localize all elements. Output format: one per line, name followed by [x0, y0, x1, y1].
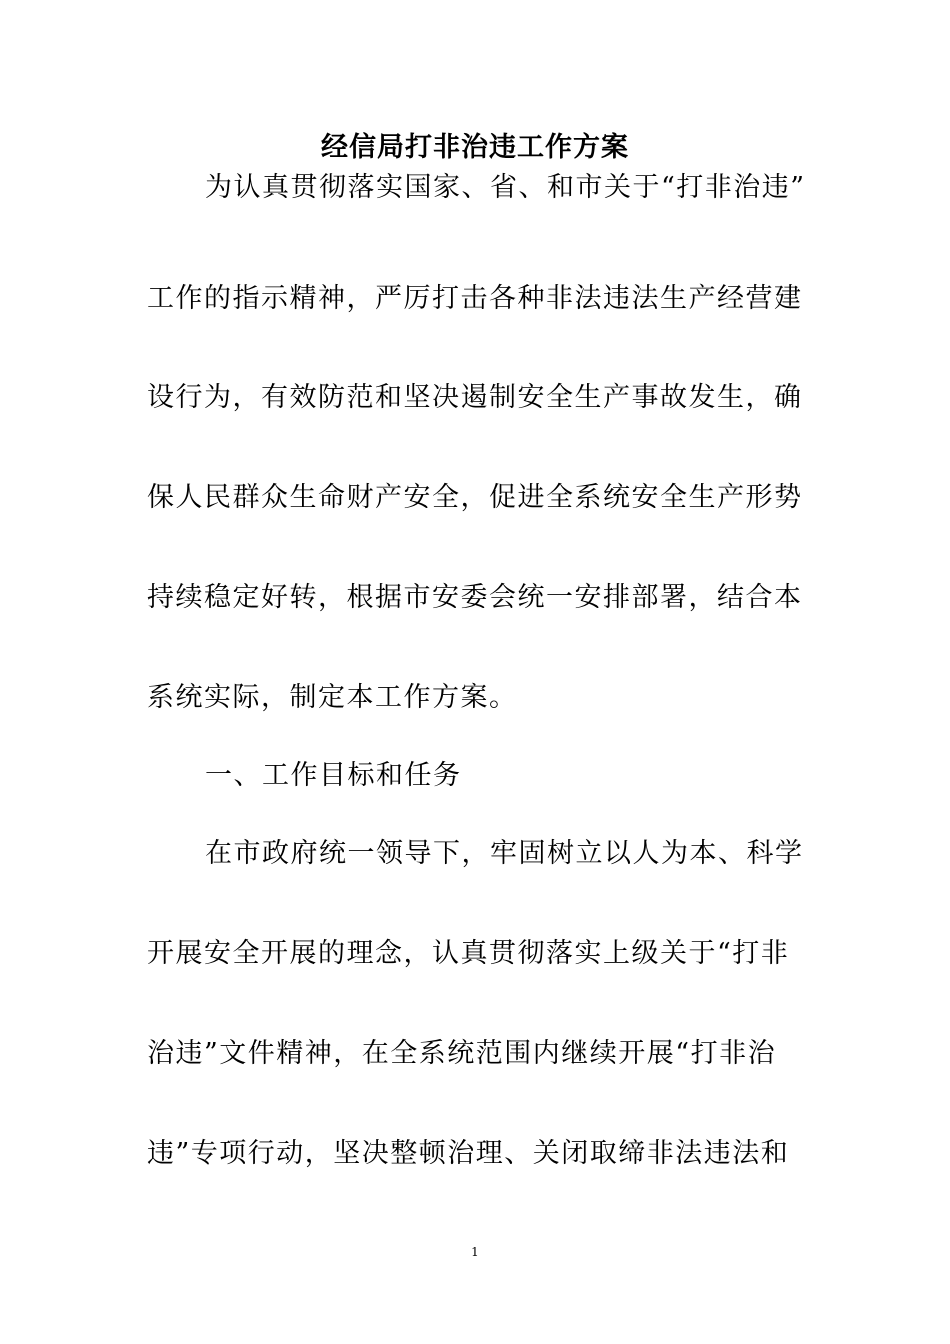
- document-title: 经信局打非治违工作方案: [321, 132, 629, 163]
- paragraph-line-8: 开展安全开展的理念，认真贯彻落实上级关于“打非: [147, 938, 790, 969]
- page-number: 1: [471, 1245, 479, 1259]
- section-heading: 一、工作目标和任务: [205, 760, 462, 791]
- paragraph-line-10: 违”专项行动，坚决整顿治理、关闭取缔非法违法和: [147, 1138, 790, 1169]
- paragraph-line-9: 治违”文件精神，在全系统范围内继续开展“打非治: [147, 1038, 777, 1069]
- paragraph-line-5: 持续稳定好转，根据市安委会统一安排部署，结合本: [147, 582, 803, 613]
- paragraph-line-3: 设行为，有效防范和坚决遏制安全生产事故发生，确: [147, 382, 803, 413]
- paragraph-line-1: 为认真贯彻落实国家、省、和市关于“打非治违”: [205, 172, 806, 203]
- paragraph-line-4: 保人民群众生命财产安全，促进全系统安全生产形势: [147, 482, 803, 513]
- paragraph-line-2: 工作的指示精神，严厉打击各种非法违法生产经营建: [147, 283, 803, 314]
- paragraph-line-7: 在市政府统一领导下，牢固树立以人为本、科学: [205, 838, 804, 869]
- paragraph-line-6: 系统实际，制定本工作方案。: [147, 682, 518, 713]
